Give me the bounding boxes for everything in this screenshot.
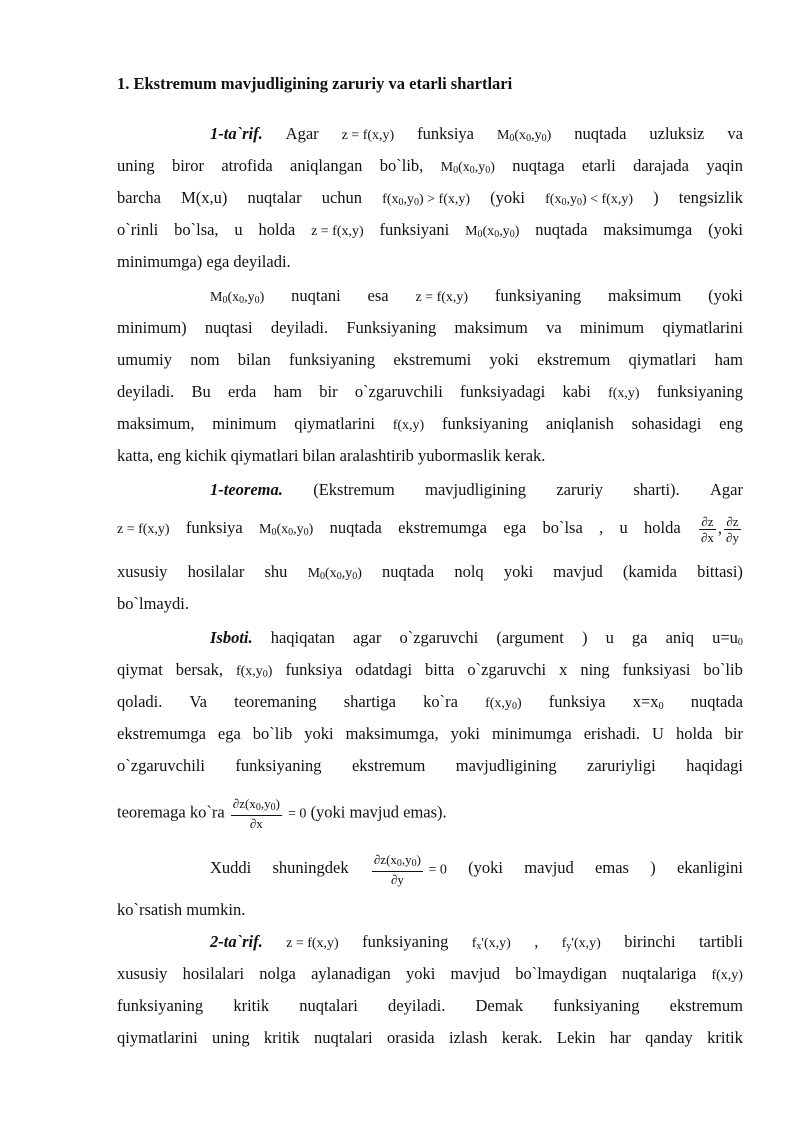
section-heading: 1. Ekstremum mavjudligining zaruriy va etarli shartlari [117,74,513,93]
text-line: xususiy hosilalari nolga aylanadigan yoki mavjud bo`lmaydigan nuqtalariga f(x,y) [117,964,743,983]
text-line: ko`rsatish mumkin. [117,900,246,919]
text-line: teoremaga ko`ra $\frac{\partial z(x_0,y_0)}{\partial x}$ = 0 (yoki mavjud emas). [117,796,447,831]
text-line: qiymatlarini uning kritik nuqtalari orasida izlash kerak. Lekin har qanday kritik [117,1028,743,1047]
text-line: funksiyaning kritik nuqtalari deyiladi. Demak funksiyaning ekstremum [117,996,743,1015]
text-line: 2-ta`rif. z = f(x,y) funksiyaning $f_x'(x,y)$ , $f_y'(x,y)$ birinchi tartibli [210,932,743,952]
text-line: barcha M(x,u) nuqtalar uchun $f(x_0,y_0) > f(x,y)$ (yoki $f(x_0,y_0) < f(x,y)$ ) tengsizlik [117,188,743,208]
text-line: xususiy hosilalar shu $M_0(x_0,y_0)$ nuqtada nolq yoki mavjud (kamida bittasi) [117,562,743,582]
text-line: 1-ta`rif. Agar z = f(x,y) funksiya $M_0(x_0,y_0)$ nuqtada uzluksiz va [210,124,743,144]
text-line: minimumga) ega deyiladi. [117,252,291,271]
text-line: z = f(x,y) funksiya $M_0(x_0,y_0)$ nuqtada ekstremumga ega bo`lsa , u holda $\frac{\partial z}{\partial x}$ , $\frac{\partial z}{\partial y}$ [117,514,739,545]
text-line: Xuddi shuningdek $\frac{\partial z(x_0,y_0)}{\partial y}$ = 0 (yoki mavjud emas ) ekanligini [210,852,743,887]
text-line: umumiy nom bilan funksiyaning ekstremumi yoki ekstremum qiymatlari ham [117,350,743,369]
text-line: maksimum, minimum qiymatlarini f(x,y) funksiyaning aniqlanish sohasidagi eng [117,414,743,433]
text-line: qoladi. Va teoremaning shartiga ko`ra $f(x,y_0)$ funksiya $x=x_0$ nuqtada [117,692,743,712]
text-line: $M_0(x_0,y_0)$ nuqtani esa z = f(x,y) funksiyaning maksimum (yoki [210,286,743,306]
text-line: bo`lmaydi. [117,594,189,613]
text-line: deyiladi. Bu erda ham bir o`zgaruvchili funksiyadagi kabi f(x,y) funksiyaning [117,382,743,401]
text-line: Isboti. haqiqatan agar o`zgaruvchi (argument ) u ga aniq $u=u_0$ [210,628,743,648]
text-line: qiymat bersak, $f(x,y_0)$ funksiya odatdagi bitta o`zgaruvchi x ning funksiyasi bo`lib [117,660,743,680]
text-line: 1-teorema. (Ekstremum mavjudligining zaruriy sharti). Agar [210,480,743,499]
text-line: minimum) nuqtasi deyiladi. Funksiyaning maksimum va minimum qiymatlarini [117,318,743,337]
text-line: katta, eng kichik qiymatlari bilan aralashtirib yubormaslik kerak. [117,446,546,465]
text-line: o`zgaruvchili funksiyaning ekstremum mavjudligining zaruriyligi haqidagi [117,756,743,775]
text-line: ekstremumga ega bo`lib yoki maksimumga, yoki minimumga erishadi. U holda bir [117,724,743,743]
text-line: uning biror atrofida aniqlangan bo`lib, $M_0(x_0,y_0)$ nuqtaga etarli darajada yaqin [117,156,743,176]
text-line: o`rinli bo`lsa, u holda z = f(x,y) funksiyani $M_0(x_0,y_0)$ nuqtada maksimumga (yoki [117,220,743,240]
